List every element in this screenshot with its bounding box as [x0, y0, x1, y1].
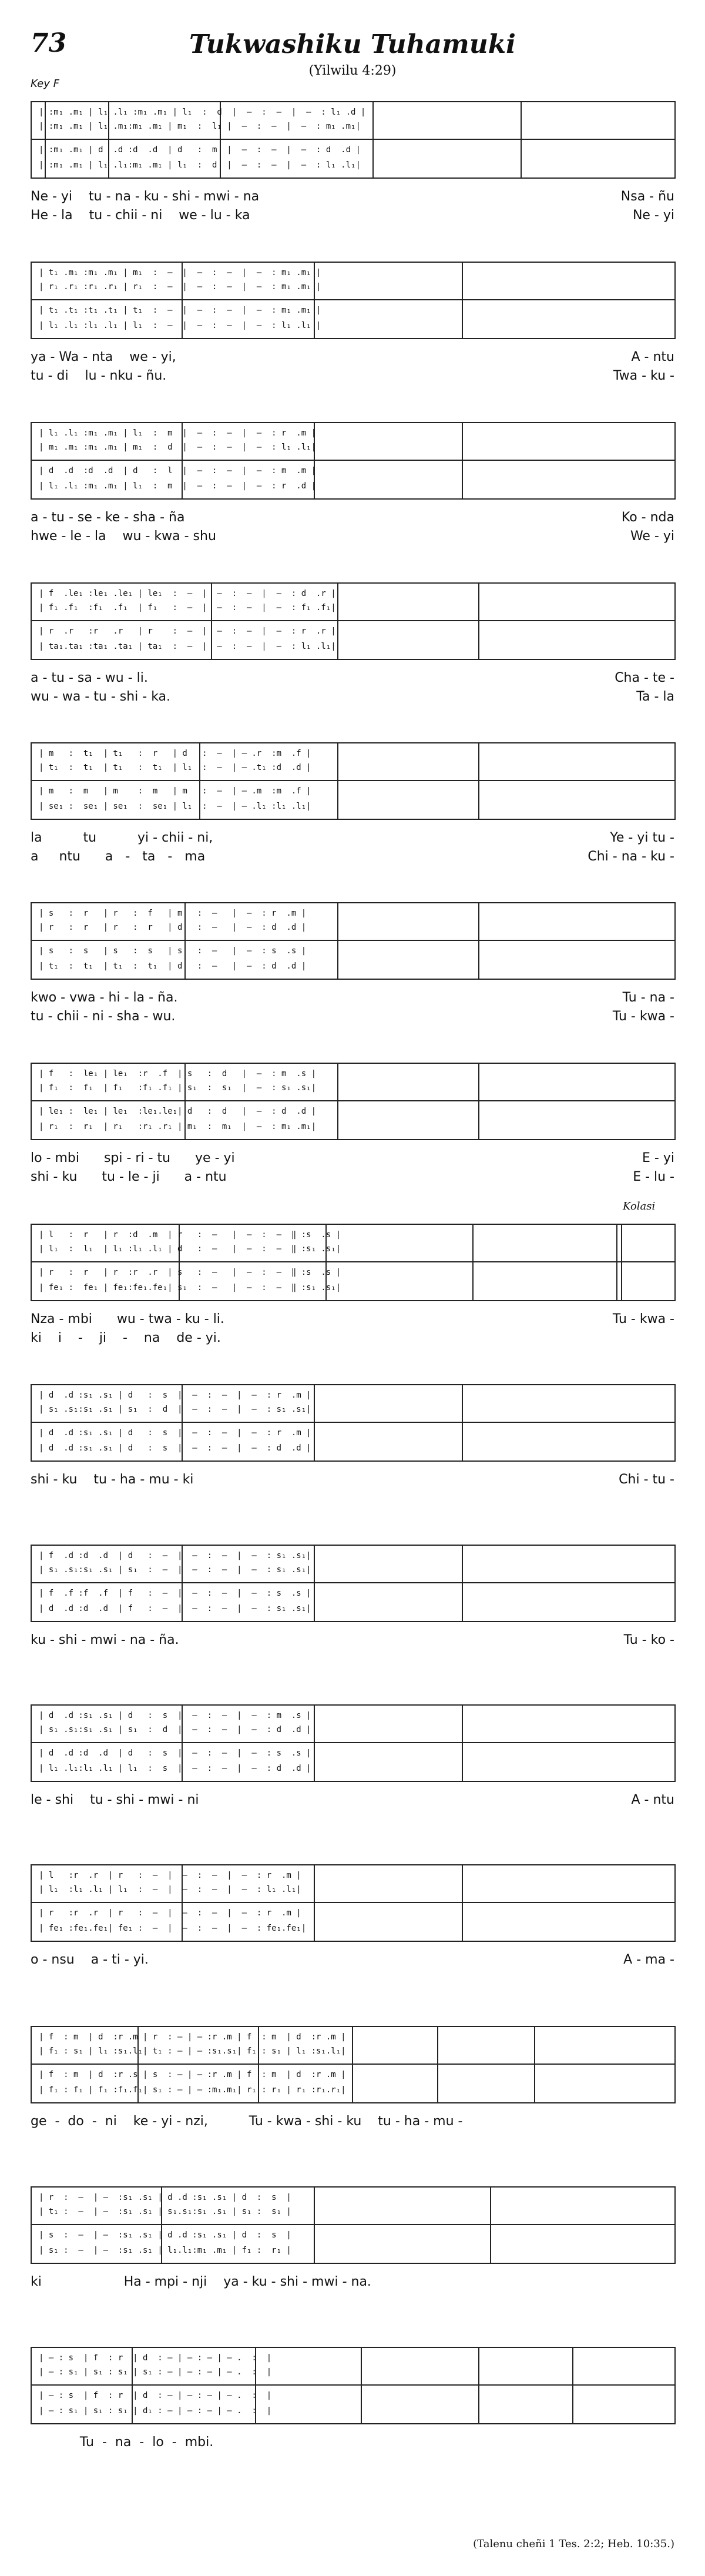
lyrics-line: wu - wa - tu - shi - ka.: [31, 689, 171, 704]
staff-divider: [32, 940, 674, 941]
staff-divider: [32, 1902, 674, 1903]
staff-box: [31, 101, 676, 179]
lyrics-pickup: Twa - ku -: [613, 369, 674, 383]
lyrics-pickup: [533, 2453, 674, 2470]
voice-part-row: | :m₁ .m₁ | l₁ .l₁:m₁ .m₁ | l₁ : d | — : — | — : l₁ .l₁|: [39, 160, 361, 170]
voice-part-row: | — : s₁ | s₁ : s₁ | s₁ : — | — : — | — . : |: [39, 2367, 272, 2377]
voice-part-row: | d .d :d .d | d : l | — : — | — : m .m |: [39, 466, 317, 475]
lyrics-line: ki i - ji - na de - yi.: [31, 1331, 221, 1345]
staff-divider: [32, 780, 674, 781]
voice-part-row: | l₁ :l₁ .l₁ | l₁ : — | — : — | — : l₁ .l₁|: [39, 1885, 301, 1894]
voice-part-row: | l₁ .l₁ :l₁ .l₁ | l₁ : — | — : — | — : l₁ .l₁ |: [39, 321, 321, 330]
lyrics-pickup: [533, 2292, 674, 2310]
staff-box: [31, 1384, 676, 1462]
lyrics-line: hwe - le - la wu - kwa - shu: [31, 529, 216, 544]
lyrics-line: la tu yi - chii - ni,: [31, 830, 213, 845]
lyrics-pickup: [533, 2273, 674, 2291]
lyrics-line: o - nsu a - ti - yi.: [31, 1952, 149, 1967]
voice-part-row: | r₁ : r₁ | r₁ :r₁ .r₁ | m₁ : m₁ | — : m₁ .m₁|: [39, 1122, 317, 1131]
voice-part-row: | t₁ .m₁ :m₁ .m₁ | m₁ : — | — : — | — : m₁ .m₁ |: [39, 268, 321, 277]
voice-part-row: | f .f :f .f | f : — | — : — | — : s .s |: [39, 1589, 311, 1598]
voice-part-row: | m : t₁ | t₁ : r | d : — | — .r :m .f |: [39, 749, 311, 758]
voice-part-row: | s : r | r : f | m : — | — : r .m |: [39, 909, 307, 918]
voice-part-row: | f : le₁ | le₁ :r .f | s : d | — : m .s |: [39, 1069, 317, 1078]
lyrics-pickup: [533, 2434, 674, 2451]
staff-box: [31, 1545, 676, 1622]
staff-divider: [32, 1261, 674, 1262]
voice-part-row: | s₁ .s₁:s₁ .s₁ | s₁ : d | — : — | — : d .d |: [39, 1725, 311, 1734]
lyrics-line: shi - ku tu - ha - mu - ki: [31, 1472, 194, 1487]
lyrics-line: a ntu a - ta - ma: [31, 849, 206, 864]
lyrics-line: le - shi tu - shi - mwi - ni: [31, 1793, 199, 1807]
lyrics-line: Nza - mbi wu - twa - ku - li.: [31, 1312, 224, 1326]
voice-part-row: | s : — | — :s₁ .s₁ | d .d :s₁ .s₁ | d : s |: [39, 2230, 291, 2240]
lyrics-pickup: [533, 2132, 674, 2149]
lyrics-pickup: [533, 1810, 674, 1828]
lyrics-pickup: Ta - la: [636, 689, 674, 704]
voice-part-row: | t₁ : t₁ | t₁ : t₁ | l₁ : — | — .t₁ :d .d |: [39, 763, 311, 772]
lyrics-pickup: A - ntu: [631, 1793, 674, 1807]
staff-box: [31, 262, 676, 339]
lyrics-pickup: We - yi: [630, 529, 674, 544]
lyrics-pickup: A - ma -: [623, 1952, 674, 1967]
staff-box: [31, 582, 676, 660]
lyrics-line: ya - Wa - nta we - yi,: [31, 350, 176, 364]
voice-part-row: | l₁ .l₁ :m₁ .m₁ | l₁ : m | — : — | — : r .m |: [39, 428, 317, 438]
lyrics-pickup: Ye - yi tu -: [610, 830, 674, 845]
lyrics-line: Tu - na - lo - mbi.: [31, 2435, 214, 2450]
lyrics-line: tu - di lu - nku - ñu.: [31, 369, 167, 383]
voice-part-row: | f₁ .f₁ :f₁ .f₁ | f₁ : — | — : — | — : f₁ .f₁|: [39, 603, 336, 612]
voice-part-row: | l₁ .l₁:l₁ .l₁ | l₁ : s | — : — | — : d .d |: [39, 1764, 311, 1773]
voice-part-row: | — : s₁ | s₁ : s₁ | d₁ : — | — : — | — . : |: [39, 2406, 272, 2416]
voice-part-row: | f₁ : f₁ | f₁ :f₁.f₁| s₁ : — | — :m₁.m₁| r₁ : r₁ | r₁ :r₁.r₁|: [39, 2085, 346, 2095]
lyrics-pickup: Tu - kwa -: [612, 1009, 674, 1024]
staff-divider: [32, 1422, 674, 1423]
lyrics-line: ge - do - ni ke - yi - nzi, Tu - kwa - shi - ku tu - ha - mu -: [31, 2114, 463, 2129]
lyrics-line: lo - mbi spi - ri - tu ye - yi: [31, 1151, 235, 1165]
voice-part-row: | s : s | s : s | s : — | — : s .s |: [39, 946, 307, 956]
staff-box: [31, 1864, 676, 1942]
voice-part-row: | :m₁ .m₁ | d .d :d .d | d : m | — : — | — : d .d |: [39, 145, 361, 155]
voice-part-row: | l : r | r :d .m | r : — | — : — ‖ :s .s |: [39, 1230, 341, 1240]
voice-part-row: | fe₁ : fe₁ | fe₁:fe₁.fe₁| s₁ : — | — : — ‖ :s₁ .s₁|: [39, 1283, 341, 1292]
voice-part-row: | d .d :s₁ .s₁ | d : s | — : — | — : d .d |: [39, 1443, 311, 1453]
lyrics-line: Ne - yi tu - na - ku - shi - mwi - na: [31, 189, 260, 204]
staff-divider: [32, 299, 674, 300]
lyrics-pickup: Ne - yi: [632, 208, 674, 223]
key-signature: Key F: [31, 78, 59, 90]
staff-box: [31, 2026, 676, 2103]
voice-part-row: | d .d :d .d | f : — | — : — | — : s₁ .s₁|: [39, 1604, 311, 1613]
lyrics-pickup: Cha - te -: [615, 671, 674, 685]
voice-part-row: | d .d :d .d | d : s | — : — | — : s .s |: [39, 1748, 311, 1758]
staff-divider: [32, 2384, 674, 2386]
staff-divider: [32, 2064, 674, 2065]
lyrics-pickup: Tu - ko -: [623, 1633, 674, 1647]
lyrics-pickup: [533, 2113, 674, 2131]
voice-part-row: | ta₁.ta₁ :ta₁ .ta₁ | ta₁ : — | — : — | — : l₁ .l₁|: [39, 642, 336, 651]
staff-divider: [32, 1100, 674, 1101]
voice-part-row: | l₁ .l₁ :m₁ .m₁ | l₁ : m | — : — | — : r .d |: [39, 481, 317, 491]
lyrics-pickup: A - ntu: [631, 350, 674, 364]
staff-box: [31, 902, 676, 980]
lyrics-pickup: Nsa - ñu: [620, 189, 674, 204]
voice-part-row: | f : m | d :r .s | s : — | — :r .m | f : m | d :r .m |: [39, 2070, 346, 2079]
staff-divider: [32, 139, 674, 140]
voice-part-row: | f₁ : f₁ | f₁ :f₁ .f₁ | s₁ : s₁ | — : s₁ .s₁|: [39, 1083, 317, 1093]
staff-box: [31, 2347, 676, 2424]
lyrics-line: ku - shi - mwi - na - ña.: [31, 1633, 179, 1647]
voice-part-row: | d .d :s₁ .s₁ | d : s | — : — | — : m .s |: [39, 1711, 311, 1720]
lyrics-pickup: E - lu -: [633, 1170, 674, 1184]
voice-part-row: | — : s | f : r | d : — | — : — | — . : |: [39, 2391, 272, 2400]
staff-divider: [32, 620, 674, 621]
voice-part-row: | r :r .r | r : — | — : — | — : r .m |: [39, 1908, 301, 1918]
lyrics-line: ki Ha - mpi - nji ya - ku - shi - mwi - na.: [31, 2274, 371, 2289]
voice-part-row: | d .d :s₁ .s₁ | d : s | — : — | — : r .m |: [39, 1391, 311, 1400]
voice-part-row: | r : r | r :r .r | s : — | — : — ‖ :s .s |: [39, 1268, 341, 1277]
staff-divider: [32, 1742, 674, 1743]
scripture-reference: (Yilwilu 4:29): [308, 63, 397, 78]
staff-box: [31, 1704, 676, 1782]
lyrics-pickup: Chi - na - ku -: [588, 849, 674, 864]
lyrics-line: He - la tu - chii - ni we - lu - ka: [31, 208, 250, 223]
voice-part-row: | t₁ .t₁ :t₁ .t₁ | t₁ : — | — : — | — : m₁ .m₁ |: [39, 306, 321, 315]
voice-part-row: | t₁ : t₁ | t₁ : t₁ | d : — | — : d .d |: [39, 962, 307, 971]
voice-part-row: | s₁ : — | — :s₁ .s₁ | l₁.l₁:m₁ .m₁ | f₁ : r₁ |: [39, 2246, 291, 2255]
voice-part-row: | l₁ : l₁ | l₁ :l₁ .l₁ | d : — | — : — ‖ :s₁ .s₁|: [39, 1244, 341, 1254]
lyrics-pickup: Tu - kwa -: [612, 1312, 674, 1326]
footnote: (Talenu cheñi 1 Tes. 2:2; Heb. 10:35.): [473, 2538, 674, 2550]
voice-part-row: | r₁ .r₁ :r₁ .r₁ | r₁ : — | — : — | — : m₁ .m₁ |: [39, 282, 321, 292]
voice-part-row: | r .r :r .r | r : — | — : — | — : r .r |: [39, 627, 336, 636]
voice-part-row: | :m₁ .m₁ | l₁ .m₁:m₁ .m₁ | m₁ : l₁ | — : — | — : m₁ .m₁|: [39, 122, 361, 131]
staff-box: [31, 1063, 676, 1140]
lyrics-pickup: [533, 1970, 674, 1988]
voice-part-row: | r : — | — :s₁ .s₁ | d .d :s₁ .s₁ | d : s |: [39, 2193, 291, 2202]
lyrics-line: tu - chii - ni - sha - wu.: [31, 1009, 176, 1024]
section-marker: Kolasi: [623, 1200, 656, 1212]
lyrics-pickup: [533, 1650, 674, 1668]
voice-part-row: | — : s | f : r | d : — | — : — | — . : |: [39, 2353, 272, 2363]
hymn-title: Tukwashiku Tuhamuki: [189, 29, 516, 59]
lyrics-pickup: [533, 1490, 674, 1508]
lyrics-line: kwo - vwa - hi - la - ña.: [31, 990, 178, 1005]
voice-part-row: | f : m | d :r .m | r : — | — :r .m | f : m | d :r .m |: [39, 2032, 346, 2042]
voice-part-row: | s₁ .s₁:s₁ .s₁ | s₁ : d | — : — | — : s₁ .s₁|: [39, 1405, 311, 1414]
staff-box: [31, 2186, 676, 2264]
lyrics-pickup: Ko - nda: [621, 510, 674, 525]
voice-part-row: | le₁ : le₁ | le₁ :le₁.le₁| d : d | — : d .d |: [39, 1107, 317, 1116]
staff-divider: [32, 460, 674, 461]
voice-part-row: | l :r .r | r : — | — : — | — : r .m |: [39, 1871, 301, 1880]
staff-divider: [32, 1582, 674, 1583]
voice-part-row: | m₁ .m₁ :m₁ .m₁ | m₁ : d | — : — | — : l₁ .l₁|: [39, 443, 317, 452]
lyrics-line: a - tu - se - ke - sha - ña: [31, 510, 185, 525]
lyrics-pickup: E - yi: [642, 1151, 674, 1165]
lyrics-pickup: Tu - na -: [622, 990, 674, 1005]
voice-part-row: | fe₁ :fe₁.fe₁| fe₁ : — | — : — | — : fe₁.fe₁|: [39, 1924, 307, 1933]
lyrics-line: shi - ku tu - le - ji a - ntu: [31, 1170, 227, 1184]
voice-part-row: | r : r | r : r | d : — | — : d .d |: [39, 923, 307, 932]
voice-part-row: | f .d :d .d | d : — | — : — | — : s₁ .s₁|: [39, 1551, 311, 1560]
staff-box: [31, 742, 676, 820]
lyrics-pickup: Chi - tu -: [619, 1472, 674, 1487]
lyrics-line: a - tu - sa - wu - li.: [31, 671, 148, 685]
voice-part-row: | d .d :s₁ .s₁ | d : s | — : — | — : r .m |: [39, 1428, 311, 1438]
lyrics-pickup: [533, 1329, 674, 1347]
staff-divider: [32, 2224, 674, 2225]
voice-part-row: | m : m | m : m | m : — | — .m :m .f |: [39, 786, 311, 796]
voice-part-row: | t₁ : — | — :s₁ .s₁ | s₁.s₁:s₁ .s₁ | s₁ : s₁ |: [39, 2207, 291, 2216]
hymn-number: 73: [31, 28, 67, 58]
voice-part-row: | s₁ .s₁:s₁ .s₁ | s₁ : — | — : — | — : s₁ .s₁|: [39, 1565, 311, 1575]
voice-part-row: | f .le₁ :le₁ .le₁ | le₁ : — | — : — | — : d .r |: [39, 589, 336, 598]
staff-box: [31, 1224, 676, 1301]
voice-part-row: | se₁ : se₁ | se₁ : se₁ | l₁ : — | — .l₁ :l₁ .l₁|: [39, 802, 311, 811]
voice-part-row: | f₁ : s₁ | l₁ :s₁.l₁| t₁ : — | — :s₁.s₁| f₁ : s₁ | l₁ :s₁.l₁|: [39, 2046, 346, 2056]
staff-box: [31, 422, 676, 500]
voice-part-row: | :m₁ .m₁ | l₁ .l₁ :m₁ .m₁ | l₁ : d | — : — | — : l₁ .d |: [39, 108, 366, 117]
